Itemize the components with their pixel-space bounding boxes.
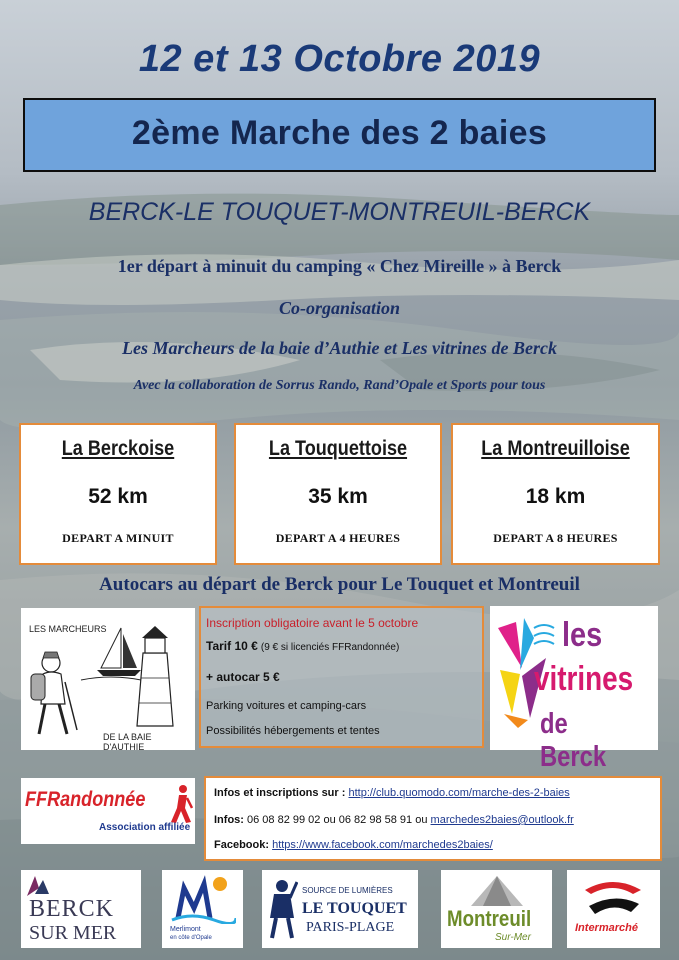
intermarche-name: Intermarché <box>575 922 638 934</box>
route-departure: DEPART A MINUIT <box>62 531 174 545</box>
montreuil-logo <box>441 870 552 948</box>
marcheurs-logo-top: LES MARCHEURS <box>29 624 107 634</box>
route-card-berckoise <box>19 423 217 565</box>
route-distance: 18 km <box>525 485 586 508</box>
autocars-text: Autocars au départ de Berck pour Le Touquet et Montreuil <box>99 574 580 595</box>
route-line: BERCK-LE TOUQUET-MONTREUIL-BERCK <box>88 198 591 226</box>
phone-or: ou <box>415 814 428 826</box>
touquet-sub: PARIS-PLAGE <box>306 920 395 935</box>
facebook-label: Facebook: <box>214 839 270 851</box>
merlimont-name: Merlimont <box>170 926 201 933</box>
intermarche-arrow-icon <box>581 876 645 918</box>
facebook-row <box>214 839 493 851</box>
le-touquet-logo <box>262 870 418 948</box>
infos-row <box>214 787 570 799</box>
vitrines-logo-line1: les <box>562 616 603 654</box>
infos-link[interactable]: http://club.quomodo.com/marche-des-2-baies <box>348 787 570 799</box>
phone-row <box>214 814 574 826</box>
merlimont-wave-icon <box>170 874 236 924</box>
event-title-box <box>23 98 656 172</box>
montreuil-sub: Sur-Mer <box>495 932 531 943</box>
montreuil-name: Montreuil <box>447 906 532 931</box>
route-card-touquettoise <box>234 423 442 565</box>
route-card-montreuilloise <box>451 423 660 565</box>
email-link[interactable]: marchedes2baies@outlook.fr <box>430 814 574 826</box>
merlimont-logo <box>162 870 243 948</box>
phone-label: Infos: <box>214 814 244 826</box>
route-departure: DEPART A 4 HEURES <box>275 531 401 545</box>
phone-numbers: 06 08 82 99 02 ou 06 82 98 58 91 <box>247 814 413 826</box>
ffr-sub: Association affiliée <box>99 822 191 833</box>
hebergement-text: Possibilités hébergements et tentes <box>206 725 380 737</box>
touquet-top: SOURCE DE LUMIÈRES <box>302 886 393 895</box>
merlimont-tag: en côte d'Opale <box>170 935 212 941</box>
tarif-note: (9 € si licenciés FFRandonnée) <box>260 642 400 653</box>
tarif-line <box>206 639 399 653</box>
tarif-price: Tarif 10 € <box>206 639 258 653</box>
facebook-link[interactable]: https://www.facebook.com/marchedes2baies/ <box>272 839 493 851</box>
ffr-name: FFRandonnée <box>25 788 146 811</box>
infos-label: Infos et inscriptions sur : <box>214 787 346 799</box>
berck-logo-line2: SUR MER <box>29 922 117 944</box>
organisers-text: Les Marcheurs de la baie d’Authie et Les vitrines de Berck <box>122 338 557 358</box>
autocar-price: + autocar 5 € <box>206 670 280 684</box>
berck-logo-line1: BERCK <box>29 896 115 922</box>
intermarche-logo <box>567 870 660 948</box>
lighthouse-hiker-icon <box>21 608 195 750</box>
route-departure: DEPART A 8 HEURES <box>493 531 618 545</box>
montreuil-tower-icon <box>467 874 527 908</box>
event-title: 2ème Marche des 2 baies <box>131 114 548 152</box>
vitrines-logo-line3: de Berck <box>540 708 607 773</box>
hiker-silhouette-icon <box>169 784 193 824</box>
co-organisation-text: Co-organisation <box>278 298 401 318</box>
ffrandonnee-logo <box>21 778 195 844</box>
vitrines-logo <box>490 606 658 773</box>
first-departure-text: 1er départ à minuit du camping « Chez Mireille » à Berck <box>117 256 562 276</box>
touquet-name: LE TOUQUET <box>302 900 407 917</box>
berck-sur-mer-logo <box>21 870 141 948</box>
marcheurs-logo-bottom: DE LA BAIE D'AUTHIE <box>103 732 152 752</box>
marcheurs-logo <box>21 608 195 750</box>
berck-flag-icon <box>25 874 51 898</box>
route-name: La Berckoise <box>61 437 175 460</box>
parking-text: Parking voitures et camping-cars <box>206 700 367 712</box>
route-name: La Montreuilloise <box>481 437 630 460</box>
vitrines-logo-line2: vitrines <box>534 660 634 698</box>
collaboration-text: Avec la collaboration de Sorrus Rando, Rand’Opale et Sports pour tous <box>133 378 546 393</box>
contact-box <box>204 776 662 861</box>
inscription-box <box>199 606 484 748</box>
route-name: La Touquettoise <box>268 437 408 460</box>
touquet-figure-icon <box>266 878 298 940</box>
event-date: 12 et 13 Octobre 2019 <box>138 38 541 80</box>
route-distance: 35 km <box>308 485 368 508</box>
inscription-deadline: Inscription obligatoire avant le 5 octobre <box>206 616 419 630</box>
route-distance: 52 km <box>88 485 148 508</box>
